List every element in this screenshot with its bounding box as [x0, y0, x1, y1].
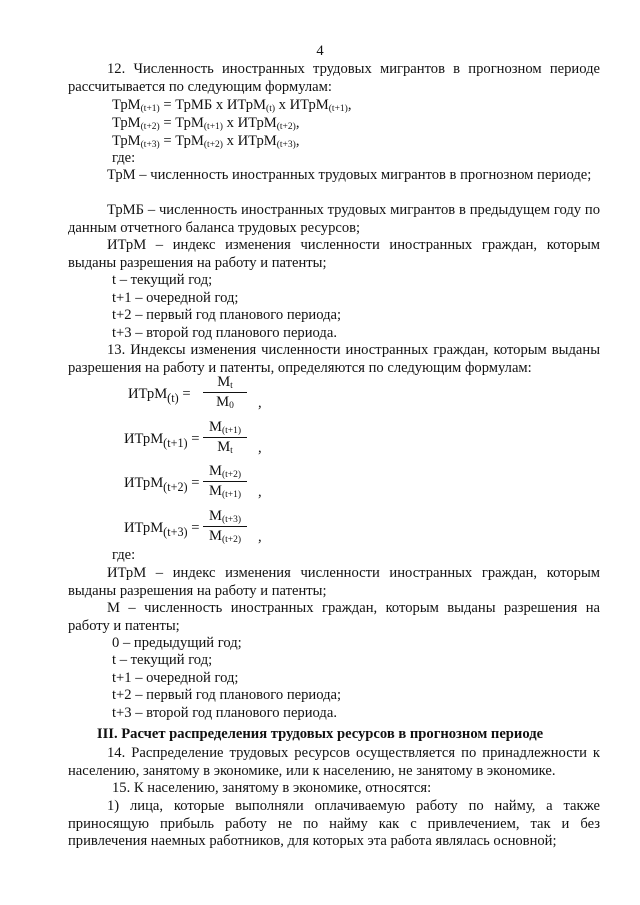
definition-t1-2: t+1 – очередной год; [112, 670, 239, 686]
definition-t-2: t – текущий год; [112, 652, 213, 668]
definition-itrm-2: ИТрМ – индекс изменения численности иностранных граждан, которым выданы разрешения на работу и патенты; [68, 565, 600, 599]
definition-t: t – текущий год; [112, 272, 213, 288]
definition-0: 0 – предыдущий год; [112, 635, 242, 651]
section-3-heading: III. Расчет распределения трудовых ресурсов в прогнозном периоде [96, 726, 544, 742]
document-page: 4 12. Численность иностранных трудовых мигрантов в прогнозном периоде рассчитывается по следующим формулам: ТрМ$_{(t+1)}$ = ТрМБ х ИТрМ$_{(t)}$ х ИТрМ$_{(t+1)}$, ТрМ$_{(t+2)}$ = ТрМ$_{(t+1)}$ х ИТрМ$_{(t+2)}$, ТрМ$_{(t+3)}$ = ТрМ$_{(t+2)}$ х ИТрМ$_{(t+3)}$, где: ТрМ – численность иностранных трудовых мигрантов в прогнозном периоде; ТрМБ – численность иностранных трудовых мигрантов в предыдущем году по данным отчетного баланса трудовых ресурсов; ИТрМ – индекс изменения численности иностранных граждан, которым выданы разрешения на работу и патенты; t – текущий год; t+1 – очередной год; t+2 – первый год планового периода; t+3 – второй год планового периода. 13. Индексы изменения численности иностранных граждан, которым выданы разрешения на работу и патенты, определяются по следующим формулам: ИТрМ$_{(t)}$ = $M_t$ $M_0$ , ИТрМ$_{(t+1)}$ = $M_{(t+1)}$ $M_t$ , ИТрМ$_{(t+2)}$ = $M_{(t+2)}$ $M_{(t+1)}$ , ИТрМ$_{(t+3)}$ = $M_{(t+3)}$ $M_{(t+2)}$ , где: ИТрМ – индекс изменения численности иностранных граждан, которым выданы разрешения на работу и патенты; М – численность иностранных граждан, которым выданы разрешения на работу и патенты; 0 – предыдущий год; t – текущий год; t+1 – очередной год; t+2 – первый год планового периода; t+3 – второй год планового периода. III. Расчет распределения трудовых ресурсов в прогнозном периоде 14. Распределение трудовых ресурсов осуществляется по принадлежности к населению, занятому в экономике, или к населению, не занятому в экономике. 15. К населению, занятому в экономике, относятся: 1) лица, которые выполняли оплачиваемую работу по найму, а также приносящую прибыль работу не по найму как с привлечением, так и без привлечения наемных работников, для которых эта работа являлась основной; [0, 0, 640, 905]
definition-m: М – численность иностранных граждан, которым выданы разрешения на работу и патенты; [68, 600, 600, 634]
formula-trm-t1: ТрМ$_{(t+1)}$ = ТрМБ х ИТрМ$_{(t)}$ х ИТрМ$_{(t+1)}$, [112, 97, 352, 114]
definition-t3: t+3 – второй год планового периода. [112, 325, 337, 341]
paragraph-14: 14. Распределение трудовых ресурсов осуществляется по принадлежности к населению, занятому в экономике, или к населению, не занятому в экономике. [68, 745, 600, 779]
definition-t2-2: t+2 – первый год планового периода; [112, 687, 342, 703]
paragraph-12-intro: 12. Численность иностранных трудовых мигрантов в прогнозном периоде рассчитывается по следующим формулам: [68, 61, 600, 95]
definition-t2: t+2 – первый год планового периода; [112, 307, 342, 323]
definition-trm: ТрМ – численность иностранных трудовых мигрантов в прогнозном периоде; [107, 167, 592, 183]
definition-trmb: ТрМБ – численность иностранных трудовых мигрантов в предыдущем году по данным отчетного баланса трудовых ресурсов; [68, 202, 600, 236]
page-number: 4 [316, 43, 324, 59]
paragraph-13-intro: 13. Индексы изменения численности иностранных граждан, которым выданы разрешения на работу и патенты, определяются по следующим формулам: [68, 342, 600, 376]
where-label: где: [112, 150, 136, 166]
where-label-2: где: [112, 547, 136, 563]
definition-itrm: ИТрМ – индекс изменения численности иностранных граждан, которым выданы разрешения на работу и патенты; [68, 237, 600, 271]
paragraph-15: 15. К населению, занятому в экономике, относятся: [112, 780, 432, 796]
formula-trm-t2: ТрМ$_{(t+2)}$ = ТрМ$_{(t+1)}$ х ИТрМ$_{(t+2)}$, [112, 115, 300, 132]
formula-trm-t3: ТрМ$_{(t+3)}$ = ТрМ$_{(t+2)}$ х ИТрМ$_{(t+3)}$, [112, 133, 300, 150]
definition-t1: t+1 – очередной год; [112, 290, 239, 306]
list-item-1: 1) лица, которые выполняли оплачиваемую работу по найму, а также приносящую прибыль работу не по найму как с привлечением, так и без привлечения наемных работников, для которых эта работа являлась основной; [68, 798, 600, 850]
definition-t3-2: t+3 – второй год планового периода. [112, 705, 337, 721]
